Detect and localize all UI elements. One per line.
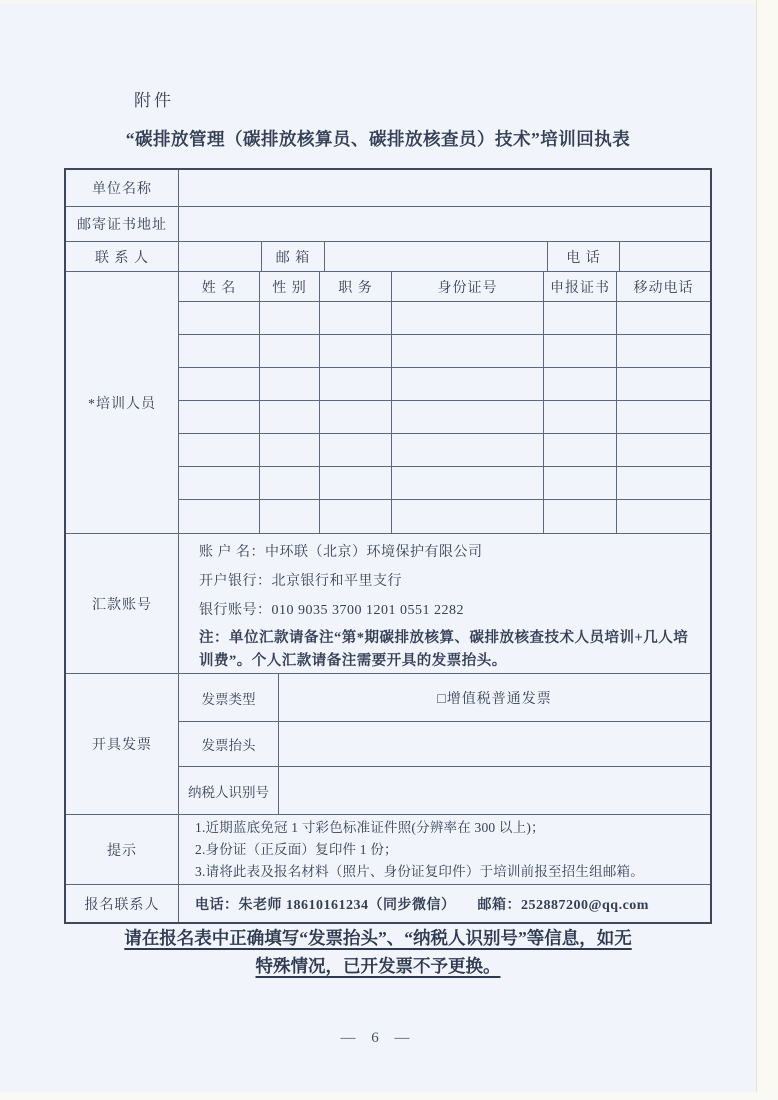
scan-edge-right bbox=[756, 0, 778, 1100]
page-number: — 6 — bbox=[340, 1030, 416, 1046]
personnel-header-row bbox=[179, 272, 710, 302]
unit-name-row bbox=[66, 170, 710, 207]
invoice-type-value: □增值税普通发票 bbox=[437, 691, 552, 707]
signup-contact-band bbox=[66, 885, 710, 922]
personnel-cell bbox=[392, 500, 544, 533]
tips-band bbox=[66, 815, 710, 885]
personnel-cell bbox=[179, 500, 260, 533]
invoice-title-label: 发票抬头 bbox=[179, 722, 279, 766]
remittance-account-name: 账 户 名：中环联（北京）环境保护有限公司 bbox=[199, 545, 483, 560]
personnel-cell bbox=[320, 335, 392, 367]
personnel-cell bbox=[260, 401, 320, 433]
remittance-band bbox=[66, 534, 710, 674]
remittance-label: 汇款账号 bbox=[66, 534, 179, 673]
personnel-cell bbox=[617, 302, 710, 334]
personnel-cell bbox=[544, 467, 617, 499]
page-title: “碳排放管理（碳排放核算员、碳排放核查员）技术”培训回执表 bbox=[125, 129, 631, 149]
invoice-title-field bbox=[279, 722, 710, 766]
email-field bbox=[325, 242, 548, 271]
personnel-header-cert: 申报证书 bbox=[544, 272, 617, 301]
personnel-row bbox=[179, 401, 710, 434]
personnel-cell bbox=[179, 368, 260, 400]
personnel-cell bbox=[617, 335, 710, 367]
footer-note bbox=[0, 924, 756, 980]
personnel-cell bbox=[392, 368, 544, 400]
personnel-cell bbox=[260, 368, 320, 400]
phone-label: 电 话 bbox=[548, 242, 620, 271]
invoice-taxid-row bbox=[179, 767, 710, 814]
contact-label: 联 系 人 bbox=[66, 242, 179, 271]
personnel-row bbox=[179, 335, 710, 368]
signup-contact-label: 报名联系人 bbox=[66, 885, 179, 922]
personnel-header-mobile: 移动电话 bbox=[633, 280, 694, 296]
remittance-note: 注：单位汇款请备注“第*期碳排放核算、碳排放核查技术人员培训+几人培训费”。个人汇款请备注需要开具的发票抬头。 bbox=[199, 630, 689, 669]
personnel-header-id: 身份证号 bbox=[392, 272, 544, 301]
personnel-cell bbox=[320, 302, 392, 334]
personnel-table bbox=[179, 272, 710, 533]
email-label: 邮 箱 bbox=[262, 242, 325, 271]
invoice-title-row bbox=[179, 722, 710, 767]
personnel-cell bbox=[179, 335, 260, 367]
personnel-cell bbox=[179, 302, 260, 334]
personnel-cell bbox=[544, 368, 617, 400]
tips-item-1: 1.近期蓝底免冠 1 寸彩色标准证件照(分辨率在 300 以上)； bbox=[195, 819, 545, 835]
unit-name-field bbox=[179, 170, 710, 206]
scan-edge-top bbox=[0, 0, 778, 4]
remittance-bank: 开户银行：北京银行和平里支行 bbox=[199, 574, 402, 589]
invoice-taxid-field bbox=[279, 767, 710, 814]
personnel-cell bbox=[544, 401, 617, 433]
invoice-rows bbox=[179, 674, 710, 814]
mail-address-field bbox=[179, 207, 710, 241]
personnel-cell bbox=[544, 434, 617, 466]
remittance-account-no: 银行账号：010 9035 3700 1201 0551 2282 bbox=[199, 603, 464, 618]
footer-note-line1: 请在报名表中正确填写“发票抬头”、“纳税人识别号”等信息，如无 bbox=[124, 928, 632, 948]
personnel-cell bbox=[260, 302, 320, 334]
tips-item-3: 3.请将此表及报名材料（照片、身份证复印件）于培训前报至招生组邮箱。 bbox=[195, 863, 644, 879]
personnel-cell bbox=[320, 467, 392, 499]
personnel-cell bbox=[617, 368, 710, 400]
personnel-cell bbox=[392, 434, 544, 466]
personnel-cell bbox=[320, 434, 392, 466]
personnel-cell bbox=[617, 467, 710, 499]
personnel-cell bbox=[544, 302, 617, 334]
contact-field bbox=[179, 242, 262, 271]
invoice-label: 开具发票 bbox=[66, 674, 179, 814]
personnel-empty-rows bbox=[179, 302, 710, 533]
attachment-label: 附件 bbox=[134, 91, 174, 110]
footer-note-line2: 特殊情况，已开发票不予更换。 bbox=[255, 956, 501, 976]
personnel-cell bbox=[260, 434, 320, 466]
personnel-cell bbox=[392, 335, 544, 367]
personnel-cell bbox=[392, 302, 544, 334]
tips-item-2: 2.身份证（正反面）复印件 1 份； bbox=[195, 841, 398, 857]
scan-edge-bottom bbox=[0, 1092, 778, 1100]
personnel-label: *培训人员 bbox=[66, 272, 179, 533]
personnel-row bbox=[179, 467, 710, 500]
personnel-header-gender: 性 别 bbox=[260, 272, 320, 301]
personnel-cell bbox=[392, 467, 544, 499]
remittance-content bbox=[179, 534, 710, 673]
invoice-type-label: 发票类型 bbox=[179, 674, 279, 721]
mail-address-label: 邮寄证书地址 bbox=[66, 207, 179, 241]
personnel-header-name: 姓 名 bbox=[179, 272, 260, 301]
personnel-row bbox=[179, 434, 710, 467]
unit-name-label: 单位名称 bbox=[66, 170, 179, 206]
mail-address-row bbox=[66, 207, 710, 242]
personnel-cell bbox=[544, 335, 617, 367]
personnel-cell bbox=[320, 500, 392, 533]
personnel-cell bbox=[260, 335, 320, 367]
personnel-cell bbox=[260, 467, 320, 499]
personnel-cell bbox=[617, 500, 710, 533]
personnel-cell bbox=[179, 467, 260, 499]
personnel-cell bbox=[179, 401, 260, 433]
personnel-row bbox=[179, 368, 710, 401]
personnel-cell bbox=[617, 401, 710, 433]
invoice-taxid-label: 纳税人识别号 bbox=[179, 767, 279, 814]
personnel-cell bbox=[179, 434, 260, 466]
invoice-type-row bbox=[179, 674, 710, 722]
personnel-cell bbox=[320, 368, 392, 400]
personnel-cell bbox=[617, 434, 710, 466]
personnel-band bbox=[66, 272, 710, 534]
personnel-header-duty: 职 务 bbox=[320, 272, 392, 301]
personnel-row bbox=[179, 500, 710, 533]
invoice-band bbox=[66, 674, 710, 815]
tips-content bbox=[179, 815, 710, 884]
signup-contact-value: 电话：朱老师 18610161234（同步微信） 邮箱：252887200@qq.com bbox=[195, 897, 649, 913]
contact-row bbox=[66, 242, 710, 272]
phone-field bbox=[620, 242, 710, 271]
personnel-row bbox=[179, 302, 710, 335]
tips-label: 提示 bbox=[66, 815, 179, 884]
personnel-cell bbox=[544, 500, 617, 533]
reply-form-table bbox=[64, 168, 712, 924]
personnel-cell bbox=[320, 401, 392, 433]
personnel-cell bbox=[392, 401, 544, 433]
personnel-cell bbox=[260, 500, 320, 533]
